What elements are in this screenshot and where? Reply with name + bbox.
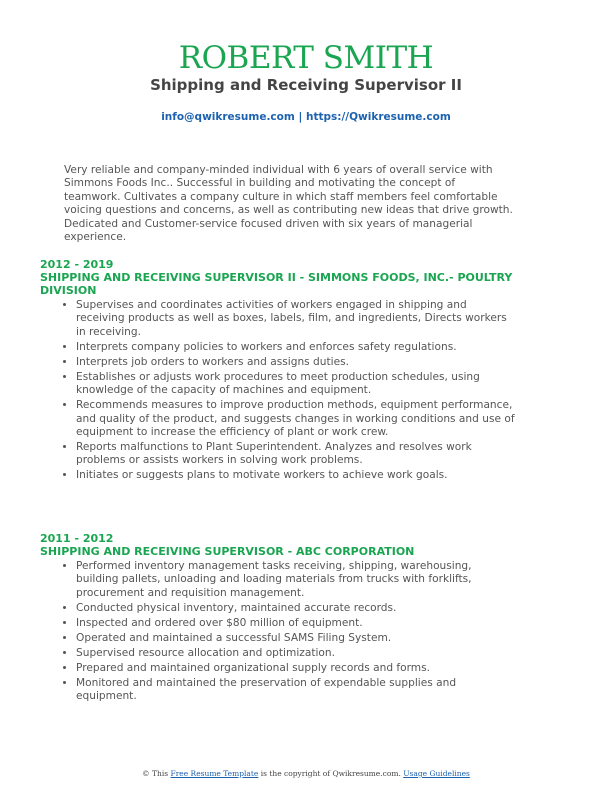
usage-guidelines-link[interactable]: Usage Guidelines [403, 769, 470, 778]
summary: Very reliable and company-minded individual with 6 years of overall service with Simmons Foods Inc.. Successful in building and motivating the concept of teamwork. Cultivates a company culture in which staff members feel comfortable voicing questions and concerns, as well as contributing new ideas that drive growth. Dedicated and Customer-service focused driven with six years of managerial experience. [64, 164, 513, 244]
job-bullets [40, 299, 516, 483]
list-item: • Prepared and maintained organizational supply records and forms. [76, 662, 516, 675]
footer-text: is the copyright of Qwikresume.com. [258, 769, 404, 778]
list-item: • Operated and maintained a successful SAMS Filing System. [76, 632, 516, 645]
list-item: • Performed inventory management tasks receiving, shipping, warehousing, building pallets, unloading and loading materials from trucks with forklifts, procurement and requisition management. [76, 560, 516, 600]
list-item: • Inspected and ordered over $80 million of equipment. [76, 617, 516, 630]
job-title: Shipping and Receiving Supervisor II [150, 76, 462, 94]
list-item: • Establishes or adjusts work procedures to meet production schedules, using knowledge of the capacity of machines and equipment. [76, 371, 516, 398]
job-heading: SHIPPING AND RECEIVING SUPERVISOR - ABC CORPORATION [40, 545, 415, 558]
list-item: • Interprets job orders to workers and assigns duties. [76, 356, 516, 369]
list-item: • Conducted physical inventory, maintained accurate records. [76, 602, 516, 615]
list-item: • Initiates or suggests plans to motivate workers to achieve work goals. [76, 469, 516, 482]
list-item: • Interprets company policies to workers and enforces safety regulations. [76, 341, 516, 354]
candidate-name: ROBERT SMITH [178, 40, 434, 76]
list-item: • Monitored and maintained the preservation of expendable supplies and equipment. [76, 677, 516, 704]
footer-text: © This [142, 769, 171, 778]
contact-line [0, 111, 612, 123]
experience-entry [40, 258, 560, 484]
list-item: • Supervised resource allocation and optimization. [76, 647, 516, 660]
separator: | [294, 111, 306, 123]
list-item: • Reports malfunctions to Plant Superintendent. Analyzes and resolves work problems or assists workers in solving work problems. [76, 441, 516, 468]
list-item: • Supervises and coordinates activities of workers engaged in shipping and receiving products as well as boxes, labels, film, and ingredients, Directs workers in receiving. [76, 299, 516, 339]
footer [0, 769, 612, 778]
free-template-link[interactable]: Free Resume Template [170, 769, 259, 778]
email-link[interactable]: info@qwikresume.com [161, 111, 295, 123]
list-item: • Recommends measures to improve production methods, equipment performance, and quality of the product, and suggests changes in working conditions and use of equipment to increase the efficiency of plant or work crew. [76, 399, 516, 439]
experience-entry [40, 532, 560, 705]
job-heading: SHIPPING AND RECEIVING SUPERVISOR II - SIMMONS FOODS, INC.- POULTRY DIVISION [40, 271, 513, 297]
job-dates: 2012 - 2019 [40, 258, 114, 271]
job-dates: 2011 - 2012 [40, 532, 114, 545]
job-bullets [40, 560, 516, 704]
website-link[interactable]: https://Qwikresume.com [305, 111, 451, 123]
